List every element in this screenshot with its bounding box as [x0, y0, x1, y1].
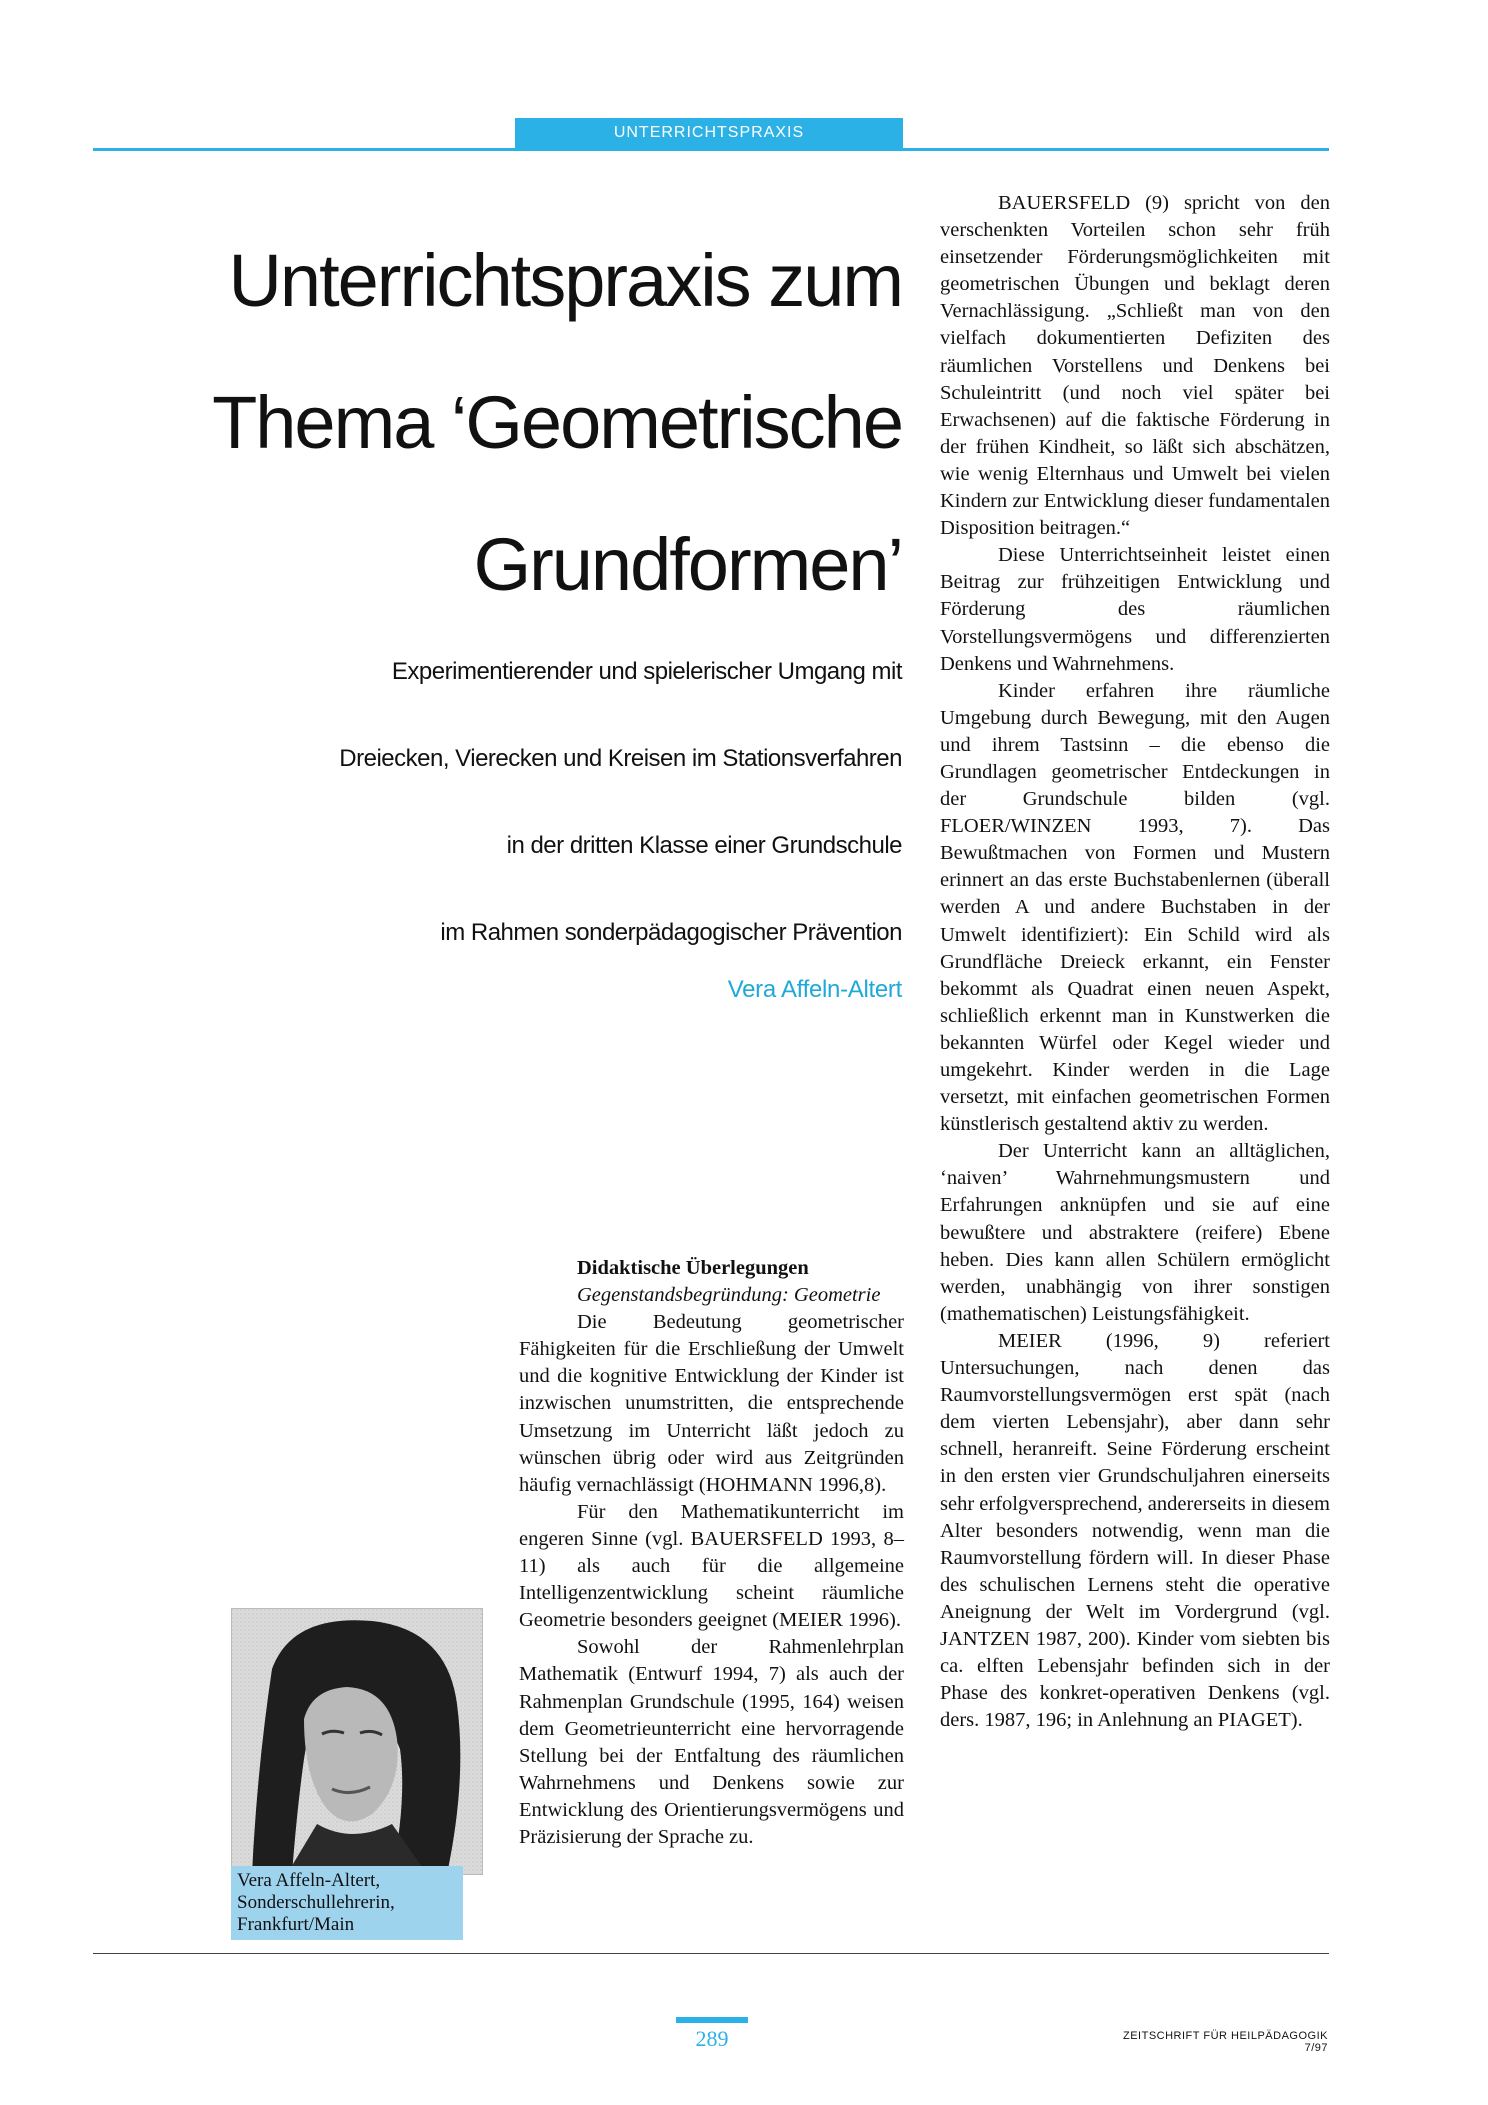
- body-paragraph: Der Unterricht kann an alltäglichen, ‘naiven’ Wahrnehmungsmustern und Erfahrungen anknüpfen und sie auf eine bewußtere und abstraktere (reifere) Ebene heben. Dies kann allen Schülern ermöglicht werden, unabhängig von ihrer sonstigen (mathematischen) Leistungsfähigkeit.: [940, 1140, 1330, 1325]
- portrait-image: [232, 1609, 482, 1874]
- body-paragraph: Kinder erfahren ihre räumliche Umgebung durch Bewegung, mit den Augen und ihrem Tastsinn – die ebenso die Grundlagen geometrischer Entdeckungen in der Grundschule bilden (vgl. FLOER/WINZEN 1993, 7). Das Bewußtmachen von Formen und Mustern erinnert an das erste Buchstabenlernen (überall werden A und andere Buchstaben in der Umwelt identifiziert): Ein Schild wird als Grundfläche Dreieck erkannt, ein Fenster bekommt als Quadrat einen neuen Aspekt, schließlich erkennt man in Kunstwerken die bekannten Würfel oder Kegel wieder und umgekehrt. Kinder werden in die Lage versetzt, mit einfachen geometrischen Formen künstlerisch gestaltend aktiv zu werden.: [940, 679, 1330, 1136]
- caption-line: Vera Affeln-Altert,: [237, 1870, 381, 1891]
- article-column-right: [940, 190, 1330, 1734]
- caption-line: Sonderschullehrerin,: [237, 1892, 395, 1913]
- body-paragraph: Sowohl der Rahmenlehrplan Mathematik (Entwurf 1994, 7) als auch der Rahmenplan Grundschule (1995, 164) weisen dem Geometrieunterricht eine hervorragende Stellung bei der Entfaltung des räumlichen Wahrnehmens und Denkens sowie zur Entwicklung des Orientierungsvermögens und Präzisierung der Sprache zu.: [519, 1636, 904, 1848]
- bottom-divider: [93, 1953, 1329, 1954]
- page-number-accent: [676, 2017, 748, 2023]
- caption-line: Frankfurt/Main: [237, 1914, 355, 1935]
- section-subheading: Gegenstandsbegründung: Geometrie: [577, 1284, 881, 1307]
- top-divider: [93, 148, 1329, 151]
- subtitle-line: Experimentierender und spielerischer Umgang mit: [391, 658, 902, 685]
- article-column-middle: [519, 1255, 904, 1851]
- title-line: Thema ‘Geometrische: [212, 381, 902, 464]
- author-photo: [231, 1608, 483, 1875]
- body-paragraph: Für den Mathematikunterricht im engeren Sinne (vgl. BAUERSFELD 1993, 8–11) als auch für die allgemeine Intelligenzentwicklung scheint räumliche Geometrie besonders geeignet (MEIER 1996).: [519, 1500, 904, 1632]
- body-paragraph: BAUERSFELD (9) spricht von den verschenkten Vorteilen schon sehr früh einsetzender Förderungsmöglichkeiten mit geometrischen Übungen und beklagt deren Vernachlässigung. „Schließt man von den vielfach dokumentierten Defiziten des räumlichen Vorstellens und Denkens bei Schuleintritt (und noch viel später bei Erwachsenen) auf die faktische Förderung in der frühen Kindheit, so läßt sich abschätzen, wie wenig Elternhaus und Umwelt bei vielen Kindern zur Entwicklung dieser fundamentalen Disposition beitragen.“: [940, 192, 1330, 540]
- subtitle-line: im Rahmen sonderpädagogischer Prävention: [440, 919, 902, 946]
- body-paragraph: Diese Unterrichtseinheit leistet einen Beitrag zur frühzeitigen Entwicklung und Förderung des räumlichen Vorstellungsvermögens und differenzierten Denkens und Wahrnehmens.: [940, 544, 1330, 675]
- body-paragraph: Die Bedeutung geometrischer Fähigkeiten für die Erschließung der Umwelt und die kognitive Entwicklung der Kinder ist inzwischen unumstritten, die entsprechende Umsetzung im Unterricht läßt jedoch zu wünschen übrig oder wird aus Zeitgründen häufig vernachlässigt (HOHMANN 1996,8).: [519, 1311, 904, 1496]
- article-title: [120, 210, 902, 636]
- page-number: 289: [695, 2026, 729, 2051]
- section-heading: Didaktische Überlegungen: [577, 1257, 809, 1279]
- subtitle-line: Dreiecken, Vierecken und Kreisen im Stationsverfahren: [339, 745, 902, 772]
- journal-footer: ZEITSCHRIFT FÜR HEILPÄDAGOGIK 7/97: [1123, 2030, 1328, 2054]
- body-paragraph: MEIER (1996, 9) referiert Untersuchungen, nach denen das Raumvorstellungsvermögen erst spät (nach dem vierten Lebensjahr), aber dann sehr schnell, heranreift. Seine Förderung erscheint in den ersten vier Grundschuljahren einerseits sehr erfolgversprechend, andererseits in diesem Alter besonders notwendig, wenn man die Raumvorstellung fördern will. In dieser Phase des schulischen Lernens steht die operative Aneignung der Welt im Vordergrund (vgl. JANTZEN 1987, 200). Kinder vom siebten bis ca. elften Lebensjahr befinden sich in der Phase des konkret-operativen Denkens (vgl. ders. 1987, 196; in Anlehnung an PIAGET).: [940, 1329, 1330, 1732]
- article-subtitle: [120, 628, 902, 976]
- title-line: Grundformen’: [473, 523, 902, 606]
- author-name: Vera Affeln-Altert: [727, 976, 902, 1003]
- title-line: Unterrichtspraxis zum: [228, 239, 902, 322]
- subtitle-line: in der dritten Klasse einer Grundschule: [506, 832, 902, 859]
- photo-caption: [231, 1866, 463, 1940]
- section-label: UNTERRICHTSPRAXIS: [515, 118, 903, 148]
